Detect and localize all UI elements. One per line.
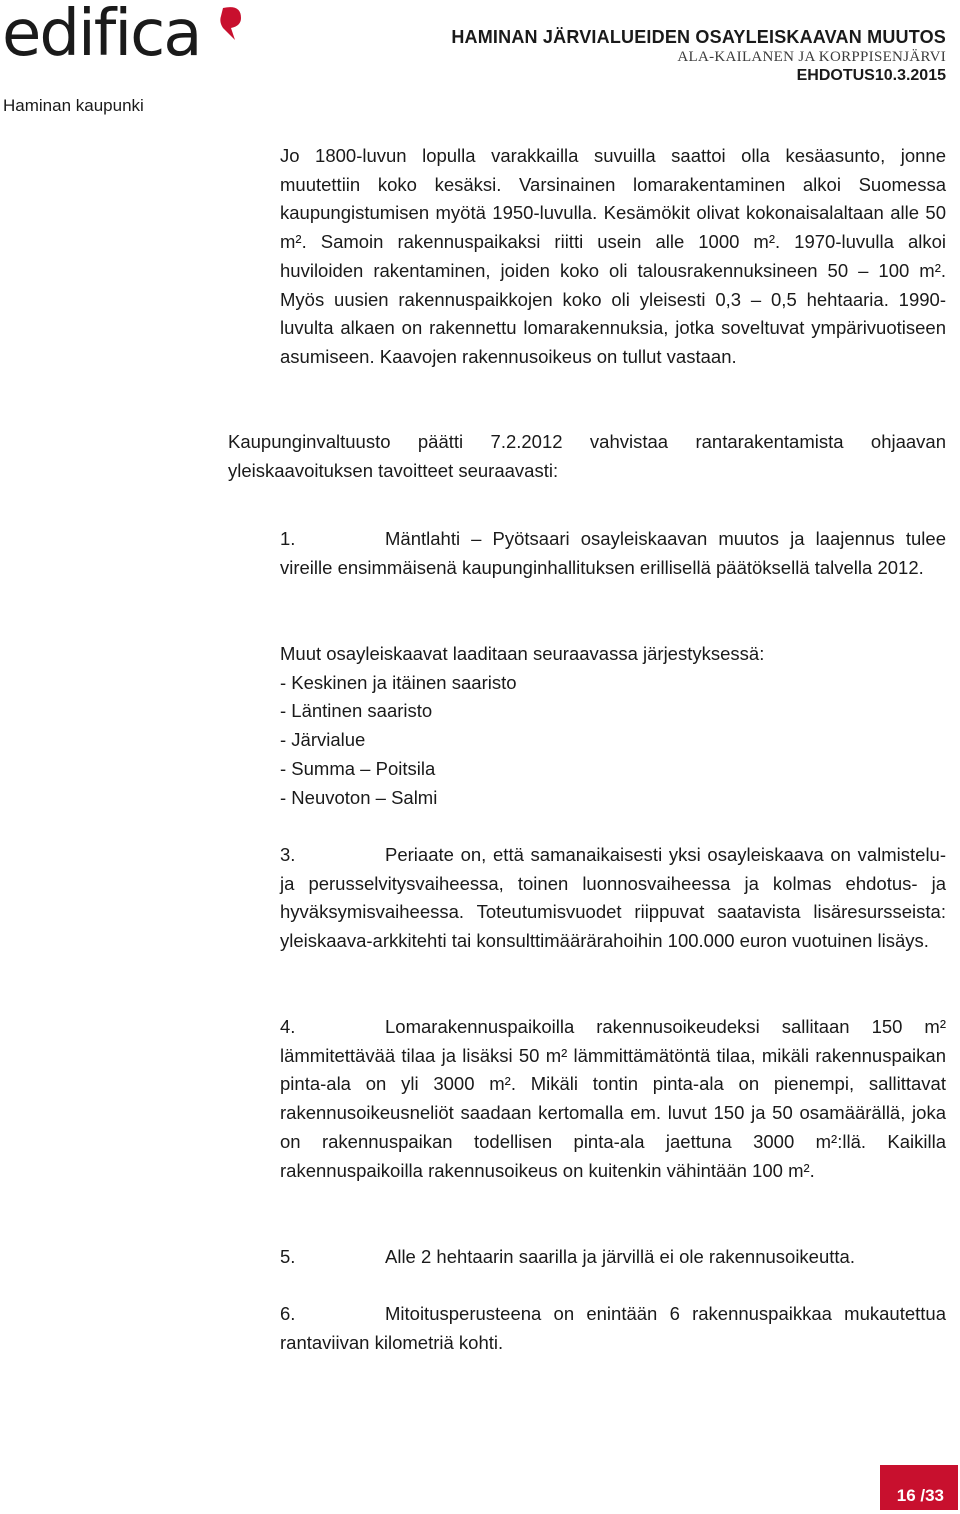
plan-order-list — [280, 640, 946, 812]
intro-paragraph: Jo 1800-luvun lopulla varakkailla suvuilla saattoi olla kesäasunto, jonne muutettiin koko kesäksi. Varsinainen lomarakentaminen alkoi Suomessa kaupungistumisen myötä 1950-luvulla. Kesämökit olivat kokonaisalaltaan alle 50 m². Samoin rakennuspaikaksi riitti usein alle 1000 m². 1970-luvulla alkoi huviloiden rakentaminen, joiden koko oli talousrakennuksineen 50 – 100 m². Myös uusien rakennuspaikkojen koko oli yleisesti 0,3 – 0,5 hehtaaria. 1990-luvulta alkaen on rakennettu lomarakennuksia, jotka soveltuvat ympärivuotiseen asumiseen. Kaavojen rakennusoikeus on tullut vastaan. — [280, 145, 946, 367]
item-text: Mäntlahti – Pyötsaari osayleiskaavan muutos ja laajennus tulee vireille ensimmäisenä kaupunginhallituksen erillisellä päätöksellä talvella 2012. — [280, 528, 946, 578]
list-item-5 — [280, 1243, 946, 1272]
list-item-4 — [280, 1013, 946, 1185]
document-header — [386, 26, 946, 86]
list-item: - Järvialue — [280, 729, 366, 751]
list-item: - Summa – Poitsila — [280, 757, 436, 779]
item-number: 5. — [280, 1246, 296, 1267]
page-number: 16 /33 — [896, 1486, 944, 1505]
item-number: 1. — [280, 528, 296, 549]
item-number: 3. — [280, 844, 296, 865]
document-title: HAMINAN JÄRVIALUEIDEN OSAYLEISKAAVAN MUUTOS — [451, 27, 946, 47]
list-item: - Läntinen saaristo — [280, 700, 433, 722]
logo-mark-icon — [219, 6, 243, 44]
item-number: 4. — [280, 1016, 296, 1037]
item-text: Alle 2 hehtaarin saarilla ja järvillä ei ole rakennusoikeutta. — [385, 1246, 855, 1267]
list-item: - Neuvoton – Salmi — [280, 786, 438, 808]
item-text: Mitoitusperusteena on enintään 6 rakennuspaikkaa mukautettua rantaviivan kilometriä kohti. — [280, 1303, 946, 1353]
document-subtitle: ALA-KAILANEN JA KORPPISENJÄRVI — [677, 49, 946, 65]
edifica-logo — [0, 2, 260, 80]
page-number-badge — [880, 1465, 958, 1510]
decision-paragraph: Kaupunginvaltuusto päätti 7.2.2012 vahvistaa rantarakentamista ohjaavan yleiskaavoituksen tavoitteet seuraavasti: — [228, 431, 946, 481]
list-item: - Keskinen ja itäinen saaristo — [280, 671, 517, 693]
client-name: Haminan kaupunki — [3, 96, 144, 115]
document-date: EHDOTUS10.3.2015 — [796, 67, 946, 84]
list-item-1 — [280, 525, 946, 582]
logo-text: edifica — [2, 0, 201, 71]
item-text: Periaate on, että samanaikaisesti yksi osayleiskaava on valmistelu- ja perusselvitysvaiheessa, toinen luonnosvaiheessa ja kolmas ehdotus- ja hyväksymisvaiheessa. Toteutumisvuodet riippuvat saatavista lisäresursseista: yleiskaava-arkkitehti tai konsulttimäärärahoihin 100.000 euron vuotuinen lisäys. — [280, 844, 946, 952]
item-number: 6. — [280, 1303, 296, 1324]
list-item-3 — [280, 841, 946, 956]
list-item-6 — [280, 1300, 946, 1357]
item-text: Lomarakennuspaikoilla rakennusoikeudeksi sallitaan 150 m² lämmitettävää tilaa ja lisäksi 50 m² lämmittämätöntä tilaa, mikäli rakennuspaikan pinta-ala on yli 3000 m². Mikäli tontin pinta-ala on pienempi, sallittavat rakennusoikeusneliöt saadaan kertomalla em. luvut 150 ja 50 osamäärällä, joka on rakennuspaikan todellisen pinta-ala jaettuna 3000 m²:llä. Kaikilla rakennuspaikoilla rakennusoikeus on kuitenkin vähintään 100 m². — [280, 1016, 946, 1181]
list-intro: Muut osayleiskaavat laaditaan seuraavassa järjestyksessä: — [280, 643, 765, 664]
